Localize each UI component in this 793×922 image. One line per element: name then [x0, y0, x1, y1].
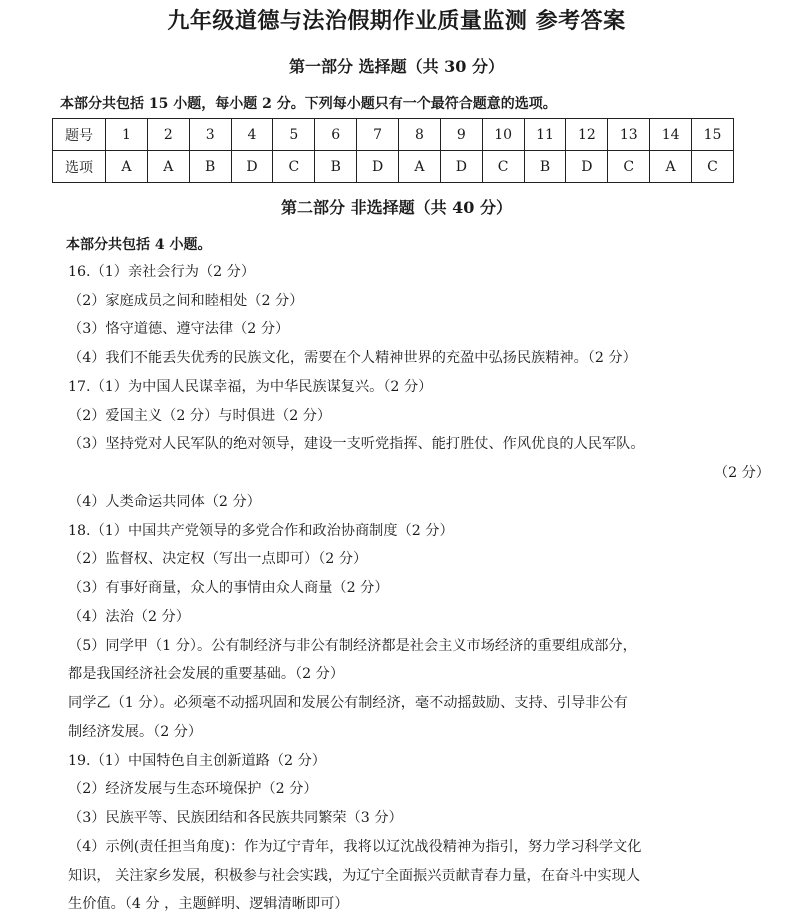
question-number: 4 [231, 119, 273, 151]
question-number: 7 [357, 119, 399, 151]
answer-cell: C [608, 151, 650, 183]
answer-cell: C [273, 151, 315, 183]
answer-row [53, 151, 734, 183]
row-label: 选项 [53, 151, 106, 183]
answer-line: （5）同学甲（1 分）。公有制经济与非公有制经济都是社会主义市场经济的重要组成部分， [68, 638, 637, 654]
question-number: 5 [273, 119, 315, 151]
part2-heading: 第二部分 非选择题（共 40 分） [281, 198, 512, 217]
answer-line: 17.（1）为中国人民谋幸福，为中华民族谋复兴。（2 分） [68, 379, 433, 395]
part2-intro: 本部分共包括 4 小题。 [66, 237, 212, 253]
answer-line: 知识， 关注家乡发展，积极参与社会实践，为辽宁全面振兴贡献青春力量，在奋斗中实现人 [68, 868, 641, 884]
question-number: 15 [692, 119, 734, 151]
answer-cell: A [650, 151, 692, 183]
question-number: 10 [482, 119, 524, 151]
part1-intro: 本部分共包括 15 小题，每小题 2 分。下列每小题只有一个最符合题意的选项。 [60, 96, 557, 112]
question-number: 2 [147, 119, 189, 151]
question-number-row [53, 119, 734, 151]
answer-line: （4）我们不能丢失优秀的民族文化，需要在个人精神世界的充盈中弘扬民族精神。（2 分） [68, 350, 637, 366]
page-title: 九年级道德与法治假期作业质量监测 参考答案 [167, 8, 626, 34]
answer-line: （3）有事好商量，众人的事情由众人商量（2 分） [68, 580, 389, 596]
answer-cell: C [482, 151, 524, 183]
answer-line: 生价值。（4 分 ，主题鲜明、逻辑清晰即可） [68, 896, 349, 912]
answer-cell: C [692, 151, 734, 183]
answer-cell: B [315, 151, 357, 183]
answer-line: （2）监督权、决定权（写出一点即可）（2 分） [68, 551, 368, 567]
answer-cell: A [399, 151, 441, 183]
answer-cell: D [231, 151, 273, 183]
answer-line: 制经济发展。（2 分） [68, 724, 203, 740]
question-number: 1 [106, 119, 148, 151]
answer-cell: D [566, 151, 608, 183]
question-number: 8 [399, 119, 441, 151]
answer-cell: A [147, 151, 189, 183]
answer-line: （2）爱国主义（2 分）与时俱进（2 分） [68, 408, 332, 424]
answer-line: 18.（1）中国共产党领导的多党合作和政治协商制度（2 分） [68, 523, 454, 539]
question-number: 3 [189, 119, 231, 151]
answer-cell: B [189, 151, 231, 183]
answer-line: 16.（1）亲社会行为（2 分） [68, 264, 256, 280]
question-number: 6 [315, 119, 357, 151]
question-number: 13 [608, 119, 650, 151]
answer-line: （3）民族平等、民族团结和各民族共同繁荣（3 分） [68, 810, 403, 826]
answer-line: （3）坚持党对人民军队的绝对领导，建设一支听党指挥、能打胜仗、作风优良的人民军队。 [68, 436, 645, 452]
answer-line: （3）恪守道德、遵守法律（2 分） [68, 321, 290, 337]
question-number: 12 [566, 119, 608, 151]
answer-line: 19.（1）中国特色自主创新道路（2 分） [68, 753, 326, 769]
answer-line: （2）经济发展与生态环境保护（2 分） [68, 781, 318, 797]
answer-line: （2 分） [713, 465, 770, 481]
question-number: 11 [524, 119, 566, 151]
answer-line: （4）人类命运共同体（2 分） [68, 494, 261, 510]
answer-cell: A [106, 151, 148, 183]
answer-cell: D [357, 151, 399, 183]
row-label: 题号 [53, 119, 106, 151]
answer-line: （4）法治（2 分） [68, 609, 190, 625]
answer-cell: D [440, 151, 482, 183]
answer-line: （2）家庭成员之间和睦相处（2 分） [68, 293, 304, 309]
answer-table [52, 118, 734, 183]
answer-line: 都是我国经济社会发展的重要基础。（2 分） [68, 666, 345, 682]
question-number: 14 [650, 119, 692, 151]
question-number: 9 [440, 119, 482, 151]
answer-cell: B [524, 151, 566, 183]
part1-heading: 第一部分 选择题（共 30 分） [289, 57, 504, 76]
answer-line: 同学乙（1 分）。必须毫不动摇巩固和发展公有制经济，毫不动摇鼓励、支持、引导非公有 [68, 695, 628, 711]
answer-line: （4）示例(责任担当角度)：作为辽宁青年，我将以辽沈战役精神为指引，努力学习科学文化 [68, 839, 642, 855]
